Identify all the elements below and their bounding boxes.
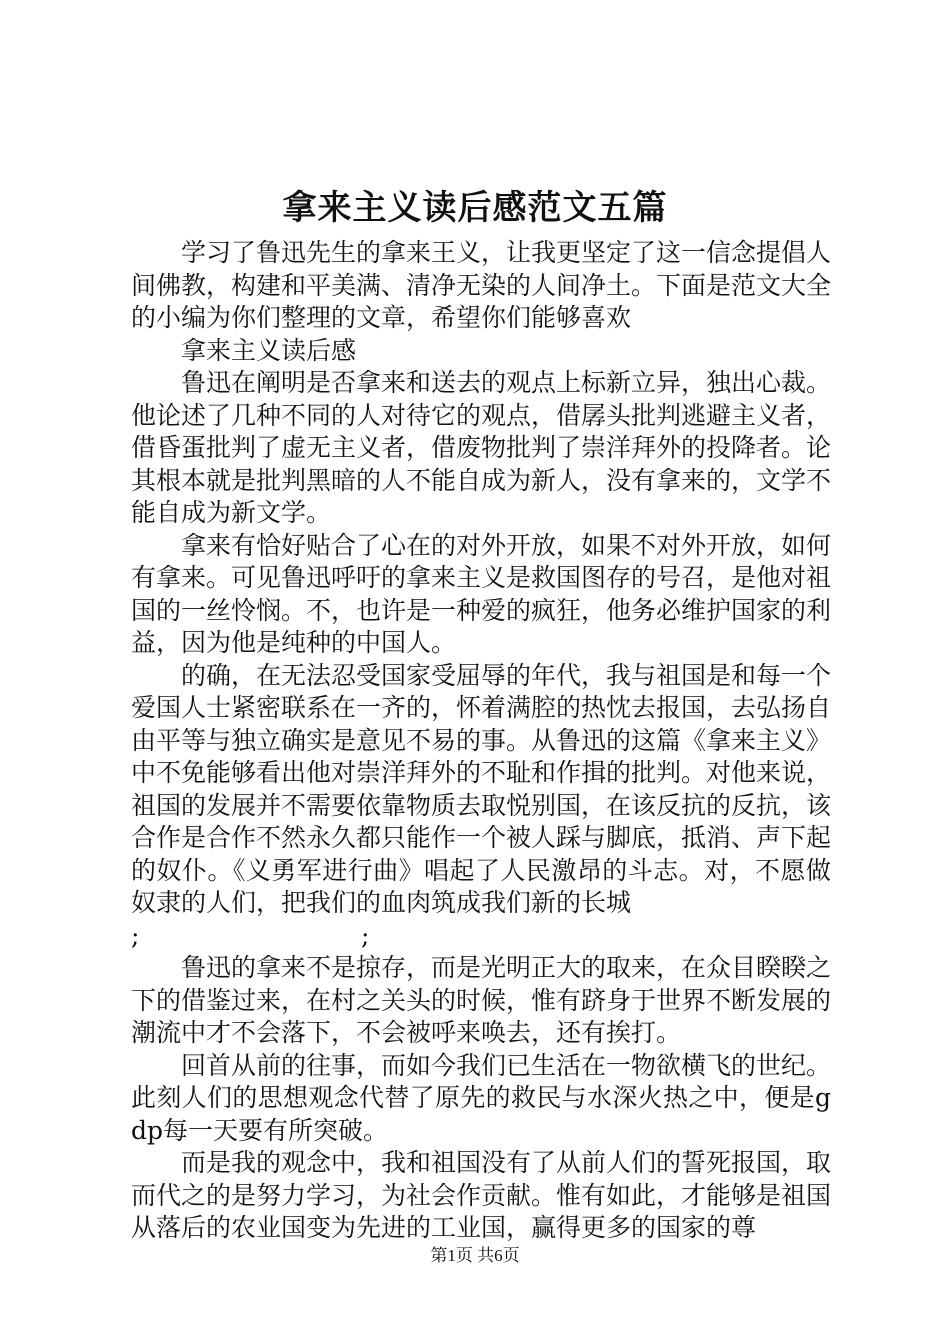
body-paragraph: 的确，在无法忍受国家受屈辱的年代，我与祖国是和每一个爱国人士紧密联系在一齐的，怀着满腔的热忱去报国，去弘扬自由平等与独立确实是意见不易的事。从鲁迅的这篇《拿来主义》中不免能够看出他对崇洋拜外的不耻和作揖的批判。对他来说，祖国的发展并不需要依靠物质去取悦别国，在该反抗的反抗，该合作是合作不然永久都只能作一个被人踩与脚底，抵消、声下起的奴仆。《义勇军进行曲》唱起了人民激昂的斗志。对，不愿做奴隶的人们，把我们的血肉筑成我们新的长城 [131,660,832,917]
section-heading: 拿来主义读后感 [181,335,357,365]
semicolon-mark: ; [131,920,140,950]
semicolon-mark: ; [361,920,370,950]
document-body [131,237,831,1245]
intro-paragraph: 学习了鲁迅先生的拿来王义，让我更坚定了这一信念提倡人间佛教，构建和平美满、清净无染的人间净土。下面是范文大全的小编为你们整理的文章，希望你们能够喜欢 [131,238,832,332]
page-footer: 第1页 共6页 [430,1246,520,1265]
body-paragraph: 鲁迅的拿来不是掠存，而是光明正大的取来，在众目睽睽之下的借鉴过来，在村之关头的时候，惟有跻身于世界不断发展的潮流中才不会落下，不会被呼来唤去，还有挨打。 [131,953,832,1047]
document-title: 拿来主义读后感范文五篇 [282,188,668,228]
body-paragraph: 鲁迅在阐明是否拿来和送去的观点上标新立异，独出心裁。他论述了几种不同的人对待它的观点，借孱头批判逃避主义者，借昏蛋批判了虚无主义者，借废物批判了崇洋拜外的投降者。论其根本就是批判黑暗的人不能自成为新人，没有拿来的，文学不能自成为新文学。 [131,368,832,527]
body-paragraph: 而是我的观念中，我和祖国没有了从前人们的誓死报国，取而代之的是努力学习，为社会作贡献。惟有如此，才能够是祖国从落后的农业国变为先进的工业国，赢得更多的国家的尊 [131,1148,832,1242]
body-paragraph: 拿来有恰好贴合了心在的对外开放，如果不对外开放，如何有拿来。可见鲁迅呼吁的拿来主义是救国图存的号召，是他对祖国的一丝怜悯。不，也许是一种爱的疯狂，他务必维护国家的利益，因为他是纯种的中国人。 [131,530,832,657]
body-paragraph: 回首从前的往事，而如今我们已生活在一物欲横飞的世纪。此刻人们的思想观念代替了原先的救民与水深火热之中，便是gdp每一天要有所突破。 [131,1050,832,1145]
semicolon-line [131,920,831,953]
